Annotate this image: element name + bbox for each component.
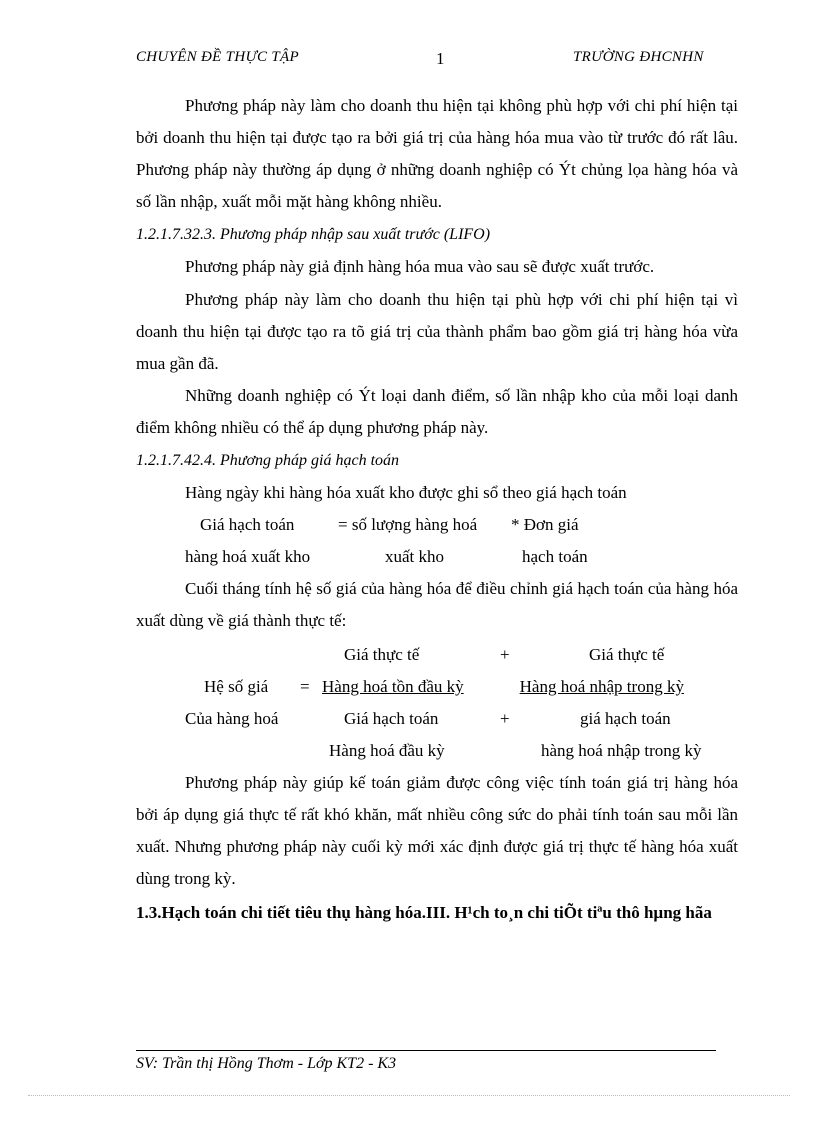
formula1-unit-price-line2: hạch toán — [522, 547, 588, 566]
paragraph-5: Hàng ngày khi hàng hóa xuất kho được ghi sổ theo giá hạch toán — [185, 483, 627, 502]
formula1-unit-price: * Đơn giá — [511, 515, 579, 534]
formula2-num1-bottom: Hàng hoá tồn đầu kỳ — [322, 677, 464, 696]
section-heading: 1.3.Hạch toán chi tiết tiêu thụ hàng hóa.III. H¹ch to¸n chi tiÕt tiªu thô hµng hãa — [136, 903, 712, 922]
paragraph-6: Cuối tháng tính hệ số giá của hàng hóa để điều chỉnh giá hạch toán của hàng hóa xuất dùng về giá thành thực tế: — [136, 579, 738, 630]
page-bottom-border — [28, 1095, 790, 1096]
formula1-lhs-line2: hàng hoá xuất kho — [185, 547, 311, 566]
formula1-quantity: = số lượng hàng hoá — [338, 515, 478, 534]
formula2-num1-top: Giá thực tế — [344, 645, 420, 664]
paragraph-2: Phương pháp này giả định hàng hóa mua vào sau sẽ được xuất trước. — [185, 257, 655, 276]
formula2-num2-top: Giá thực tế — [589, 645, 665, 664]
formula2-den1-bottom: Hàng hoá đầu kỳ — [329, 741, 445, 760]
formula1-lhs: Giá hạch toán — [200, 515, 295, 534]
paragraph-7: Phương pháp này giúp kế toán giảm được công việc tính toán giá trị hàng hóa bởi áp dụng giá thực tế rất khó khăn, mất nhiều công sức do phải tính toán sau mỗi lần xuất. Nhưng phương pháp này cuối kỳ mới xác định được giá trị thực tế hàng hóa xuất dùng trong kỳ. — [136, 773, 738, 888]
formula2-den1-top: Giá hạch toán — [344, 709, 439, 728]
page-number: 1 — [436, 49, 445, 68]
formula1-quantity-line2: xuất kho — [385, 547, 445, 566]
formula2-lhs-line2: Của hàng hoá — [185, 709, 279, 728]
paragraph-4: Những doanh nghiệp có Ýt loại danh điểm, số lần nhập kho của mỗi loại danh điểm không nhiều có thể áp dụng phương pháp này. — [136, 386, 738, 437]
formula2-plus-top: + — [500, 645, 510, 664]
header-right: TRƯỜNG ĐHCNHN — [573, 49, 704, 65]
formula2-plus-bottom: + — [500, 709, 510, 728]
formula2-lhs-line1: Hệ số giá — [204, 677, 269, 696]
header-left: CHUYÊN ĐỀ THỰC TẬP — [136, 49, 299, 65]
footer-text: SV: Trần thị Hồng Thơm - Lớp KT2 - K3 — [136, 1055, 397, 1072]
paragraph-3: Phương pháp này làm cho doanh thu hiện tại phù hợp với chi phí hiện tại vì doanh thu hiện tại được tạo ra tõ giá trị của thành phẩm bao gồm giá trị hàng hóa vừa mua gần đã. — [136, 290, 738, 373]
formula2-num2-bottom: Hàng hoá nhập trong kỳ — [519, 677, 684, 696]
formula2-equals: = — [300, 677, 310, 696]
footer-rule — [136, 1050, 716, 1051]
formula2-den2-top: giá hạch toán — [580, 709, 671, 728]
formula2-den2-bottom: hàng hoá nhập trong kỳ — [541, 741, 702, 760]
subheading-gia-hach-toan: 1.2.1.7.42.4. Phương pháp giá hạch toán — [136, 452, 400, 469]
subheading-lifo: 1.2.1.7.32.3. Phương pháp nhập sau xuất trước (LIFO) — [136, 226, 491, 243]
paragraph-1: Phương pháp này làm cho doanh thu hiện tại không phù hợp với chi phí hiện tại bởi doanh thu hiện tại được tạo ra bởi giá trị của hàng hóa mua vào từ trước đó rất lâu. Phương pháp này thường áp dụng ở những doanh nghiệp có Ýt chủng lọa hàng hóa và số lần nhập, xuất mỗi mặt hàng không nhiều. — [136, 96, 738, 211]
formula2-fraction-bar — [322, 677, 735, 697]
